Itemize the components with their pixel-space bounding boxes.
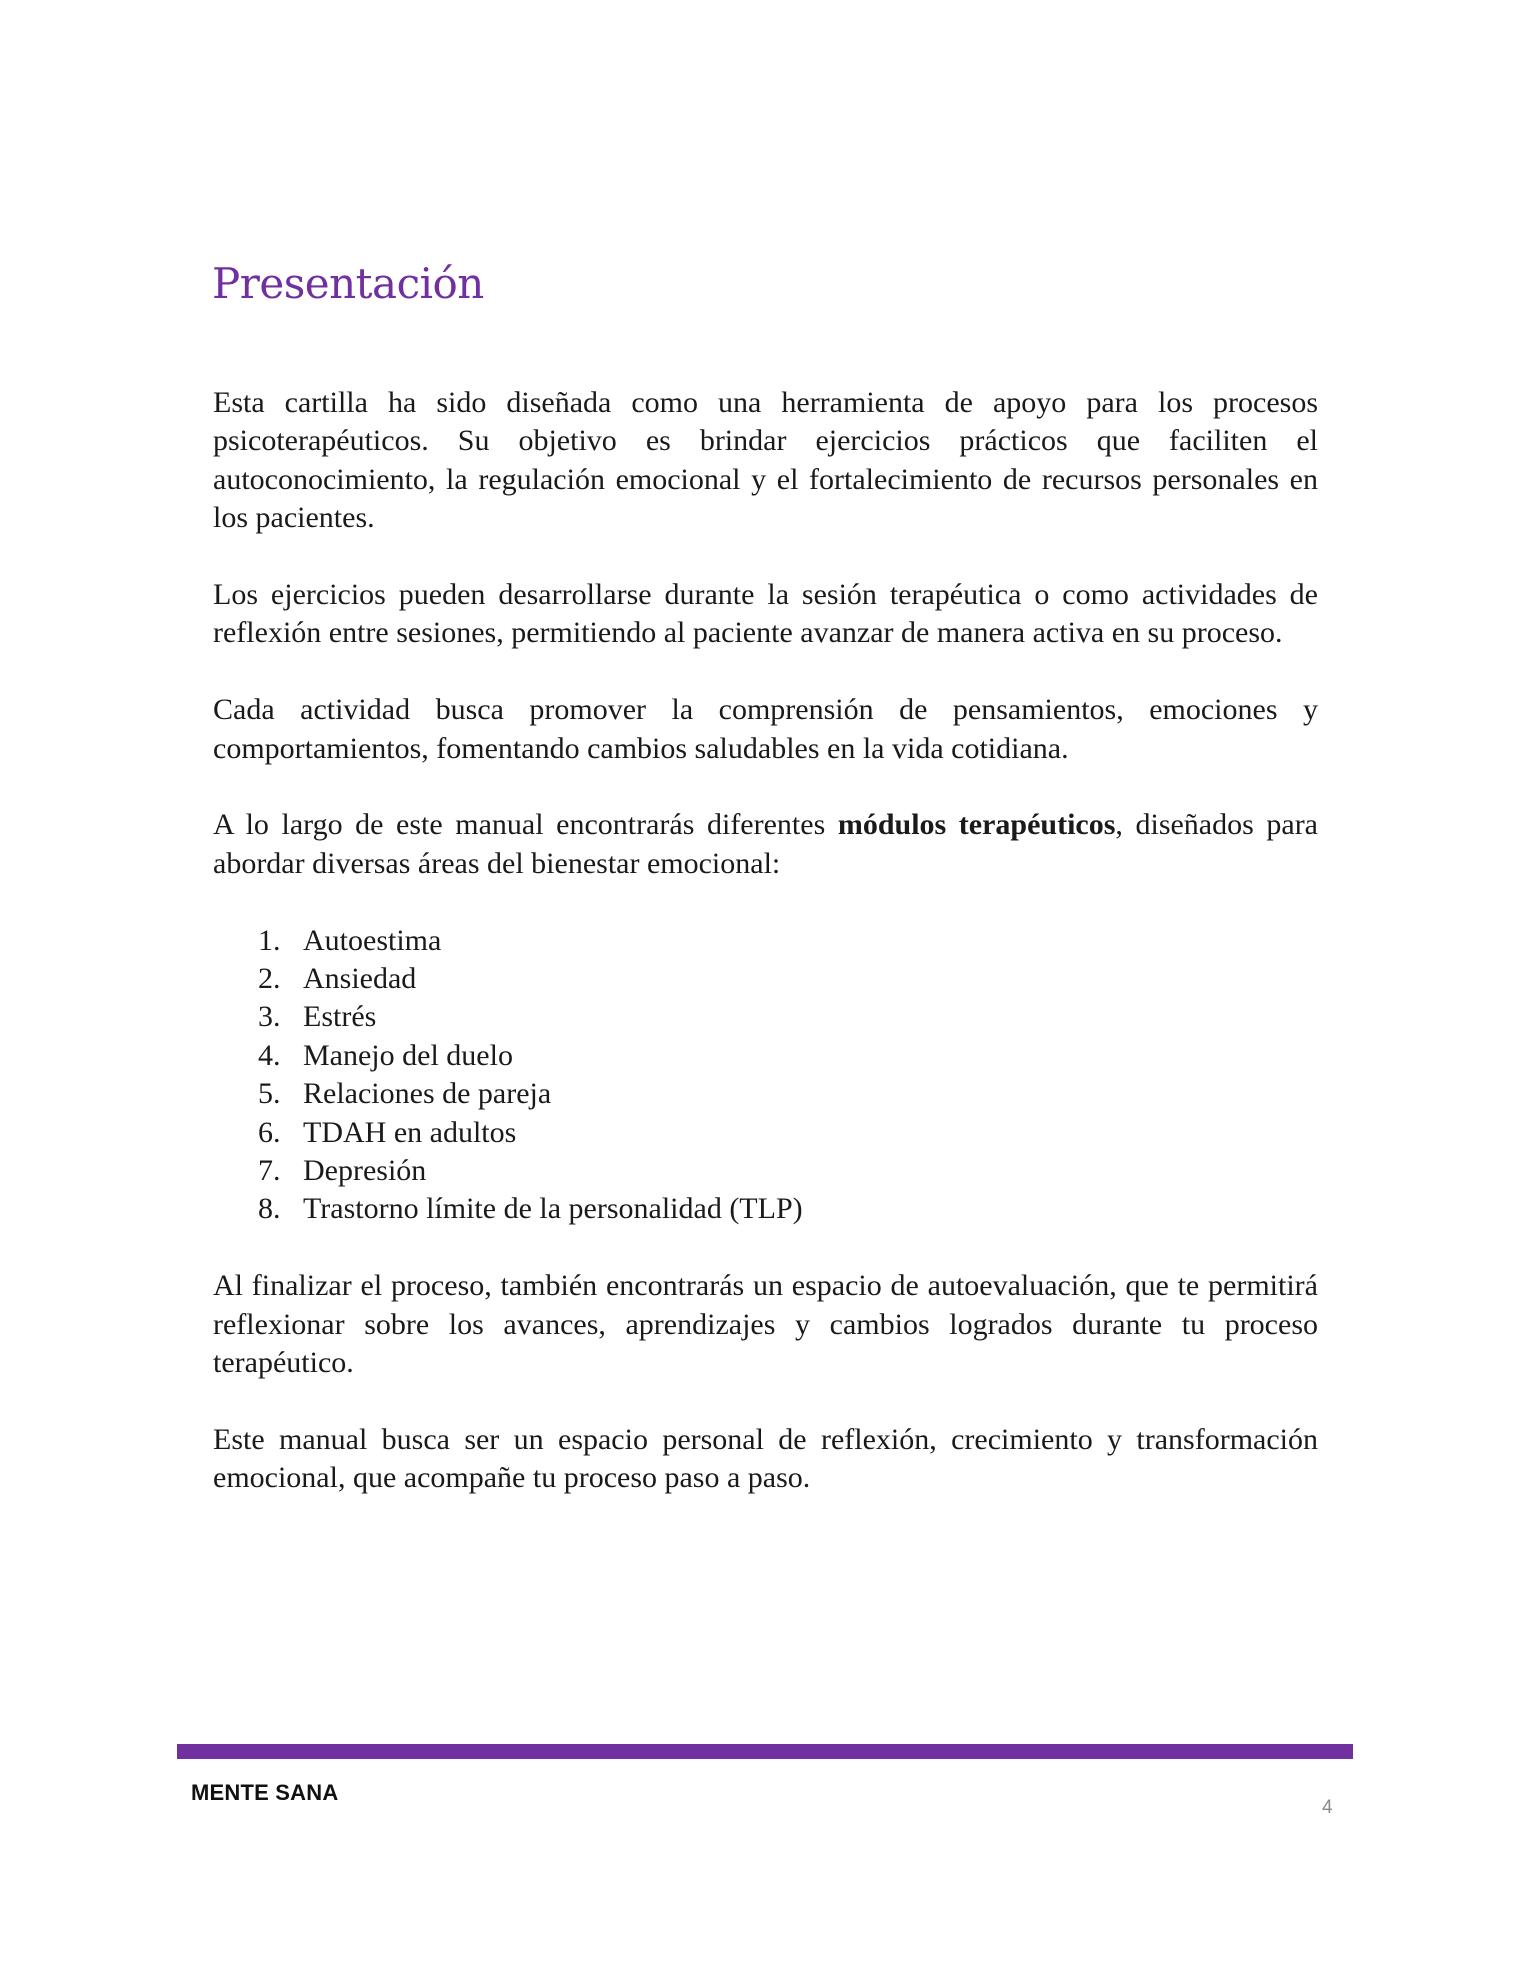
list-item-number: 3.	[258, 1000, 281, 1034]
list-item	[213, 1152, 1318, 1190]
list-item-number: 2.	[258, 962, 281, 996]
modules-list	[213, 922, 1318, 1229]
paragraph-activities: Cada actividad busca promover la comprensión de pensamientos, emociones y comportamientos, fomentando cambios saludables en la vida cotidiana.	[213, 693, 1318, 765]
list-item-number: 7.	[258, 1153, 281, 1187]
list-item	[213, 1114, 1318, 1152]
body-content	[213, 384, 1318, 1536]
modules-intro-text: A lo largo de este manual encontrarás diferentes	[213, 808, 838, 842]
list-item-label: TDAH en adultos	[303, 1115, 517, 1149]
list-item-number: 5.	[258, 1077, 281, 1111]
list-item-label: Trastorno límite de la personalidad (TLP)	[303, 1192, 803, 1226]
list-item	[213, 1075, 1318, 1113]
page-number: 4	[1322, 1797, 1333, 1818]
list-item-number: 4.	[258, 1038, 281, 1072]
page-title: Presentación	[212, 259, 484, 308]
paragraph-self-evaluation: Al finalizar el proceso, también encontrarás un espacio de autoevaluación, que te permitirá reflexionar sobre los avances, aprendizajes y cambios logrados durante tu proceso terapéutico.	[213, 1269, 1318, 1379]
list-item	[213, 1037, 1318, 1075]
list-item-label: Ansiedad	[303, 962, 417, 996]
paragraph-intro: Esta cartilla ha sido diseñada como una herramienta de apoyo para los procesos psicoterapéuticos. Su objetivo es brindar ejercicios prácticos que faciliten el autoconocimiento, la regulación emocional y el fortalecimiento de recursos personales en los pacientes.	[213, 386, 1318, 535]
list-item-label: Estrés	[303, 1000, 377, 1034]
list-item-label: Autoestima	[303, 923, 442, 957]
list-item-number: 6.	[258, 1115, 281, 1149]
list-item	[213, 1190, 1318, 1228]
list-item-number: 1.	[258, 923, 281, 957]
list-item-label: Depresión	[303, 1153, 427, 1187]
footer-brand: MENTE SANA	[191, 1780, 339, 1805]
paragraph-closing: Este manual busca ser un espacio personal de reflexión, crecimiento y transformación emocional, que acompañe tu proceso paso a paso.	[213, 1422, 1318, 1495]
list-item-label: Relaciones de pareja	[303, 1077, 552, 1111]
list-item-number: 8.	[258, 1192, 281, 1226]
list-item	[213, 998, 1318, 1036]
list-item	[213, 922, 1318, 960]
modules-intro-bold: módulos terapéuticos	[837, 808, 1116, 842]
modules-intro-rest: , diseñados para abordar diversas áreas del bienestar emocional:	[213, 808, 1318, 880]
list-item-label: Manejo del duelo	[303, 1038, 513, 1072]
footer-divider	[177, 1744, 1353, 1759]
paragraph-modules-intro	[213, 806, 1318, 883]
paragraph-exercises: Los ejercicios pueden desarrollarse durante la sesión terapéutica o como actividades de reflexión entre sesiones, permitiendo al paciente avanzar de manera activa en su proceso.	[213, 578, 1318, 650]
list-item	[213, 960, 1318, 998]
